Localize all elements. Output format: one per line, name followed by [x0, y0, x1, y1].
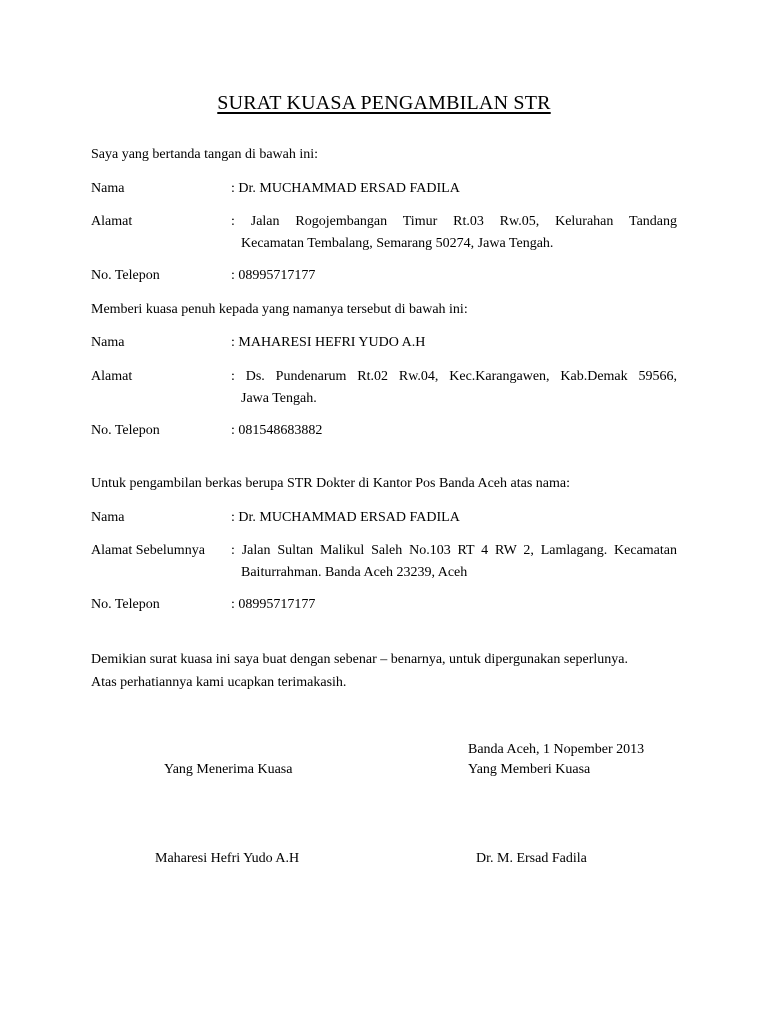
receiver-phone-text: : 081548683882 — [231, 423, 323, 438]
holder-phone-text: : 08995717177 — [231, 597, 316, 612]
giver-phone-value — [231, 268, 677, 284]
giver-signature-name: Dr. M. Ersad Fadila — [476, 851, 587, 866]
giver-address-label: Alamat — [91, 214, 133, 229]
giver-phone-label: No. Telepon — [91, 268, 160, 283]
giver-address-value — [231, 214, 677, 252]
giver-address-line2: Kecamatan Tembalang, Semarang 50274, Jawa Tengah. — [241, 236, 554, 252]
receiver-address-line1: : Ds. Pundenarum Rt.02 Rw.04, Kec.Karangawen, Kab.Demak 59566, — [231, 369, 677, 384]
giver-role: Yang Memberi Kuasa — [468, 762, 591, 777]
giver-phone-text: : 08995717177 — [231, 268, 316, 283]
mandate-text: Memberi kuasa penuh kepada yang namanya tersebut di bawah ini: — [91, 302, 468, 317]
holder-address-label: Alamat Sebelumnya — [91, 543, 205, 558]
intro-text: Saya yang bertanda tangan di bawah ini: — [91, 147, 319, 162]
holder-name-label: Nama — [91, 510, 125, 525]
giver-address-line1: : Jalan Rogojembangan Timur Rt.03 Rw.05, Kelurahan Tandang — [231, 214, 677, 229]
holder-address-line2: Baiturrahman. Banda Aceh 23239, Aceh — [241, 565, 468, 581]
receiver-name-value — [231, 335, 677, 351]
receiver-phone-label: No. Telepon — [91, 423, 160, 438]
receiver-role: Yang Menerima Kuasa — [164, 762, 293, 777]
giver-name-text: : Dr. MUCHAMMAD ERSAD FADILA — [231, 181, 460, 196]
giver-name-label: Nama — [91, 181, 125, 196]
giver-name-value — [231, 181, 677, 197]
holder-name-text: : Dr. MUCHAMMAD ERSAD FADILA — [231, 510, 460, 525]
holder-phone-value — [231, 597, 677, 613]
place-date: Banda Aceh, 1 Nopember 2013 — [468, 742, 645, 757]
receiver-signature-name: Maharesi Hefri Yudo A.H — [155, 851, 300, 866]
receiver-address-label: Alamat — [91, 369, 133, 384]
holder-phone-label: No. Telepon — [91, 597, 160, 612]
purpose-text: Untuk pengambilan berkas berupa STR Dokter di Kantor Pos Banda Aceh atas nama: — [91, 476, 570, 491]
closing-line-1: Demikian surat kuasa ini saya buat dengan sebenar – benarnya, untuk dipergunakan seperlunya. — [91, 652, 629, 667]
receiver-name-text: : MAHARESI HEFRI YUDO A.H — [231, 335, 426, 350]
holder-address-value — [231, 543, 677, 581]
receiver-phone-value — [231, 423, 677, 439]
holder-address-line1: : Jalan Sultan Malikul Saleh No.103 RT 4 RW 2, Lamlagang. Kecamatan — [231, 543, 677, 558]
closing-paragraph — [91, 652, 681, 691]
receiver-name-label: Nama — [91, 335, 125, 350]
receiver-address-value — [231, 369, 677, 407]
holder-name-value — [231, 510, 677, 526]
closing-line-2: Atas perhatiannya kami ucapkan terimakasih. — [91, 675, 347, 691]
receiver-address-line2: Jawa Tengah. — [241, 391, 317, 407]
document-title: SURAT KUASA PENGAMBILAN STR — [217, 92, 551, 114]
